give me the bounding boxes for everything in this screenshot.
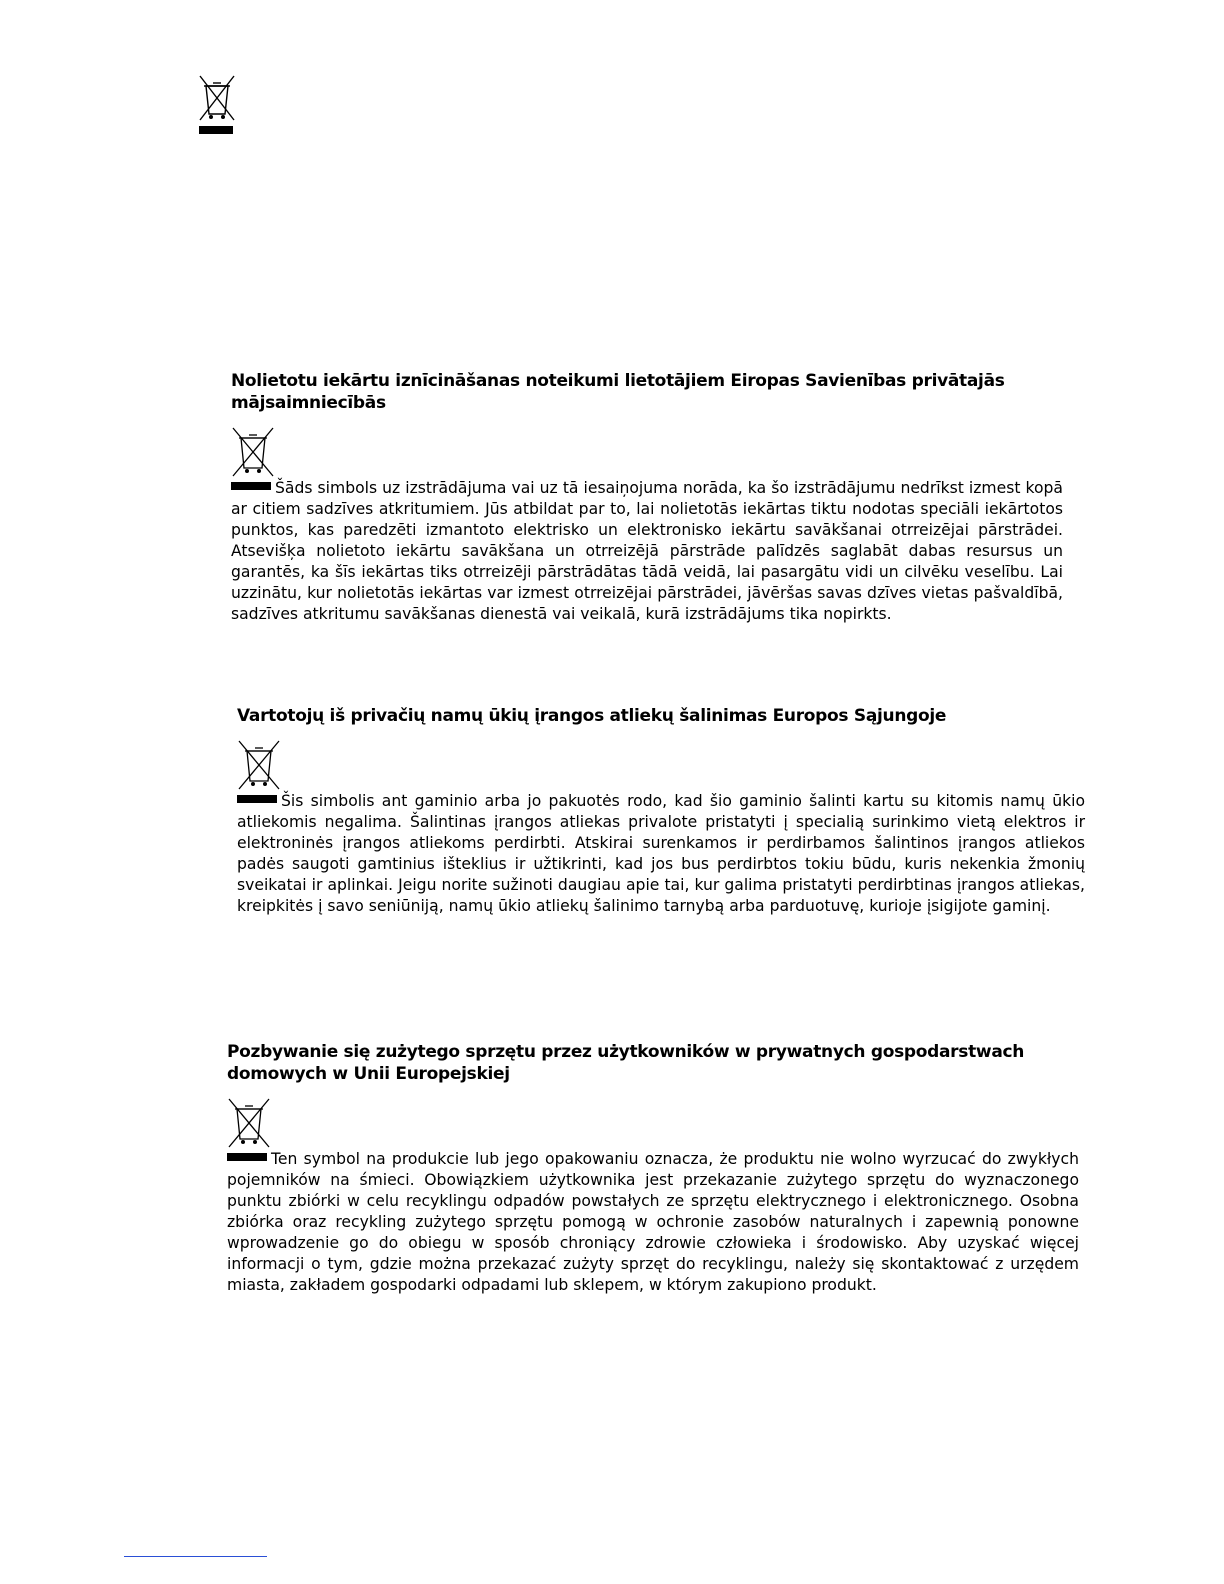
section-body-text: Šāds simbols uz izstrādājuma vai uz tā iesaiņojuma norāda, ka šo izstrādājumu nedrīkst izmest kopā ar citiem sadzīves atkritumiem. Jūs atbildat par to, lai nolietotās iekārtas tiktu nodotas speciāli iekārtotos punktos, kas paredzēti izmantoto elektrisko un elektronisko iekārtu savākšanai otrreizējai pārstrādei. Atsevišķa nolietoto iekārtu savākšana un otrreizējā pārstrāde palīdzēs saglabāt dabas resursus un garantēs, ka šīs iekārtas tiks otrreizēji pārstrādātas tādā veidā, lai pasargātu vidi un cilvēku veselību. Lai uzzinātu, kur nolietotās iekārtas var izmest otrreizējai pārstrādei, jāvēršas savas dzīves vietas pašvaldībā, sadzīves atkritumu savākšanas dienestā vai veikalā, kurā izstrādājums tika nopirkts. — [231, 479, 1063, 623]
weee-bar-icon — [231, 482, 271, 490]
weee-crossed-bin-icon — [198, 74, 236, 136]
section-body-text: Šis simbolis ant gaminio arba jo pakuotės rodo, kad šio gaminio šalinti kartu su kitomis namų ūkio atliekomis negalima. Šalintinas įrangos atliekas privalote pristatyti į specialią surinkimo vietą elektros ir elektroninės įrangos atliekoms perdirbti. Atskirai surenkamos ir perdirbamos šalintinos įrangos atliekos padės saugoti gamtinius išteklius ir užtikrinti, kad jos bus perdirbtos tokiu būdu, kuris nekenkia žmonių sveikatai ir aplinkai. Jeigu norite sužinoti daugiau apie tai, kur galima pristatyti perdirbtinas įrangos atliekas, kreipkitės į savo seniūniją, namų ūkio atliekų šalinimo tarnybą arba parduotuvę, kurioje įsigijote gaminį. — [237, 792, 1085, 915]
section-latvian — [231, 370, 1063, 625]
section-lithuanian — [237, 705, 1085, 917]
weee-crossed-bin-icon — [227, 1097, 271, 1149]
section-title: Nolietotu iekārtu iznīcināšanas noteikumi lietotājiem Eiropas Savienības privātajās mājsaimniecībās — [231, 371, 1005, 413]
section-title: Vartotojų iš privačių namų ūkių įrangos atliekų šalinimas Europos Sąjungoje — [237, 706, 947, 726]
section-polish — [227, 1041, 1079, 1296]
weee-bar-icon — [237, 795, 277, 803]
section-title: Pozbywanie się zużytego sprzętu przez użytkowników w prywatnych gospodarstwach domowych w Unii Europejskiej — [227, 1042, 1025, 1084]
weee-crossed-bin-icon — [237, 739, 281, 791]
footnote-divider — [124, 1556, 267, 1557]
weee-crossed-bin-icon — [231, 426, 275, 478]
section-body-text: Ten symbol na produkcie lub jego opakowaniu oznacza, że produktu nie wolno wyrzucać do zwykłych pojemników na śmieci. Obowiązkiem użytkownika jest przekazanie zużytego sprzętu do wyznaczonego punktu zbiórki w celu recyklingu odpadów powstałych ze sprzętu elektrycznego i elektronicznego. Osobna zbiórka oraz recykling zużytego sprzętu pomogą w ochronie zasobów naturalnych i zapewnią ponowne wprowadzenie go do obiegu w sposób chroniący zdrowie człowieka i środowisko. Aby uzyskać więcej informacji o tym, gdzie można przekazać zużyty sprzęt do recyklingu, należy się skontaktować z urzędem miasta, zakładem gospodarki odpadami lub sklepem, w którym zakupiono produkt. — [227, 1150, 1079, 1294]
weee-bar-icon — [227, 1153, 267, 1161]
